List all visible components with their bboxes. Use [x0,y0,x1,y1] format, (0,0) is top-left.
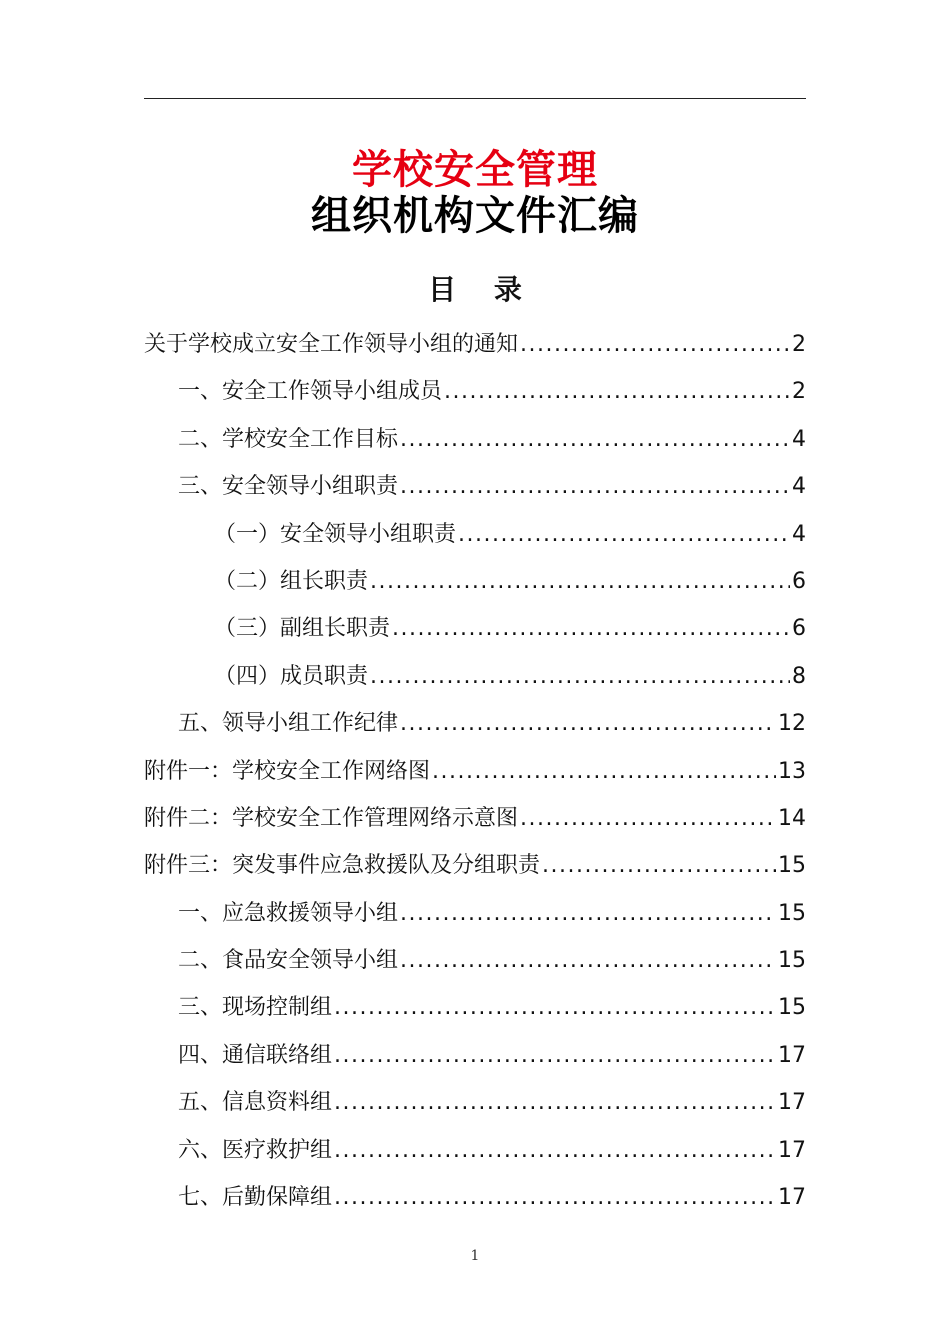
toc-entry-label: 三、现场控制组 [178,995,333,1021]
toc-entry[interactable] [144,1079,806,1126]
toc-entry-label: 二、食品安全领导小组 [178,948,399,974]
toc-entry-page-number: 15 [778,948,806,974]
toc-entry-label: （一）安全领导小组职责 [214,521,457,547]
toc-entry-page-number: 14 [778,805,806,831]
toc-entry[interactable] [144,842,806,889]
document-title-line-1: 学校安全管理 [352,147,598,193]
toc-entry-page-number: 17 [778,1185,806,1211]
toc-leader-dots [370,558,790,605]
toc-entry[interactable] [144,795,806,842]
document-title-line-2: 组织机构文件汇编 [311,193,639,239]
toc-entry-label: 一、应急救援领导小组 [178,900,399,926]
toc-entry-page-number: 13 [778,758,806,784]
toc-entry[interactable] [144,1127,806,1174]
toc-entry-page-number: 15 [778,995,806,1021]
toc-entry-label: 七、后勤保障组 [178,1185,333,1211]
toc-leader-dots [400,463,790,510]
toc-entry-label: 六、医疗救护组 [178,1137,333,1163]
toc-entry-label: 附件二：学校安全工作管理网络示意图 [144,805,519,831]
toc-entry[interactable] [144,1174,806,1221]
toc-entry[interactable] [144,558,806,605]
toc-entry-page-number: 4 [792,474,806,500]
table-of-contents [144,321,806,1221]
toc-leader-dots [432,748,776,795]
toc-leader-dots [444,368,790,415]
toc-entry-page-number: 12 [778,711,806,737]
toc-leader-dots [334,984,776,1031]
toc-leader-dots [458,511,790,558]
toc-leader-dots [334,1174,776,1221]
toc-entry[interactable] [144,511,806,558]
header-rule [144,98,806,99]
toc-leader-dots [520,321,790,368]
toc-entry-label: （三）副组长职责 [214,616,391,642]
toc-leader-dots [400,700,776,747]
page-number: 1 [470,1248,480,1264]
toc-entry[interactable] [144,653,806,700]
toc-entry-label: 一、安全工作领导小组成员 [178,379,443,405]
toc-leader-dots [542,842,776,889]
toc-entry[interactable] [144,984,806,1031]
toc-entry-page-number: 4 [792,426,806,452]
toc-entry[interactable] [144,700,806,747]
toc-entry-page-number: 17 [778,1042,806,1068]
toc-entry-label: （二）组长职责 [214,568,369,594]
toc-leader-dots [334,1032,776,1079]
toc-entry[interactable] [144,890,806,937]
toc-entry-label: （四）成员职责 [214,663,369,689]
toc-leader-dots [400,416,790,463]
toc-leader-dots [334,1127,776,1174]
toc-entry[interactable] [144,463,806,510]
toc-entry-label: 二、学校安全工作目标 [178,426,399,452]
toc-entry-page-number: 4 [792,521,806,547]
toc-entry-page-number: 17 [778,1137,806,1163]
toc-leader-dots [400,890,776,937]
toc-entry-label: 五、信息资料组 [178,1090,333,1116]
toc-entry-label: 四、通信联络组 [178,1042,333,1068]
toc-entry-page-number: 15 [778,853,806,879]
toc-entry-label: 五、领导小组工作纪律 [178,711,399,737]
toc-entry-label: 附件三：突发事件应急救援队及分组职责 [144,853,541,879]
toc-leader-dots [334,1079,776,1126]
toc-heading: 目 录 [428,273,536,306]
toc-entry-page-number: 15 [778,900,806,926]
toc-leader-dots [392,605,790,652]
toc-entry[interactable] [144,1032,806,1079]
toc-entry[interactable] [144,321,806,368]
toc-entry[interactable] [144,416,806,463]
toc-entry-page-number: 8 [792,663,806,689]
toc-entry-page-number: 17 [778,1090,806,1116]
toc-entry-page-number: 6 [792,568,806,594]
toc-entry-label: 附件一：学校安全工作网络图 [144,758,431,784]
toc-entry-page-number: 2 [792,332,806,357]
toc-entry-page-number: 2 [792,379,806,405]
toc-entry-page-number: 6 [792,616,806,642]
toc-entry-label: 关于学校成立安全工作领导小组的通知 [144,332,519,357]
toc-entry-label: 三、安全领导小组职责 [178,474,399,500]
toc-entry[interactable] [144,748,806,795]
toc-leader-dots [520,795,776,842]
toc-entry[interactable] [144,605,806,652]
toc-entry[interactable] [144,937,806,984]
toc-entry[interactable] [144,368,806,415]
toc-leader-dots [370,653,790,700]
toc-leader-dots [400,937,776,984]
